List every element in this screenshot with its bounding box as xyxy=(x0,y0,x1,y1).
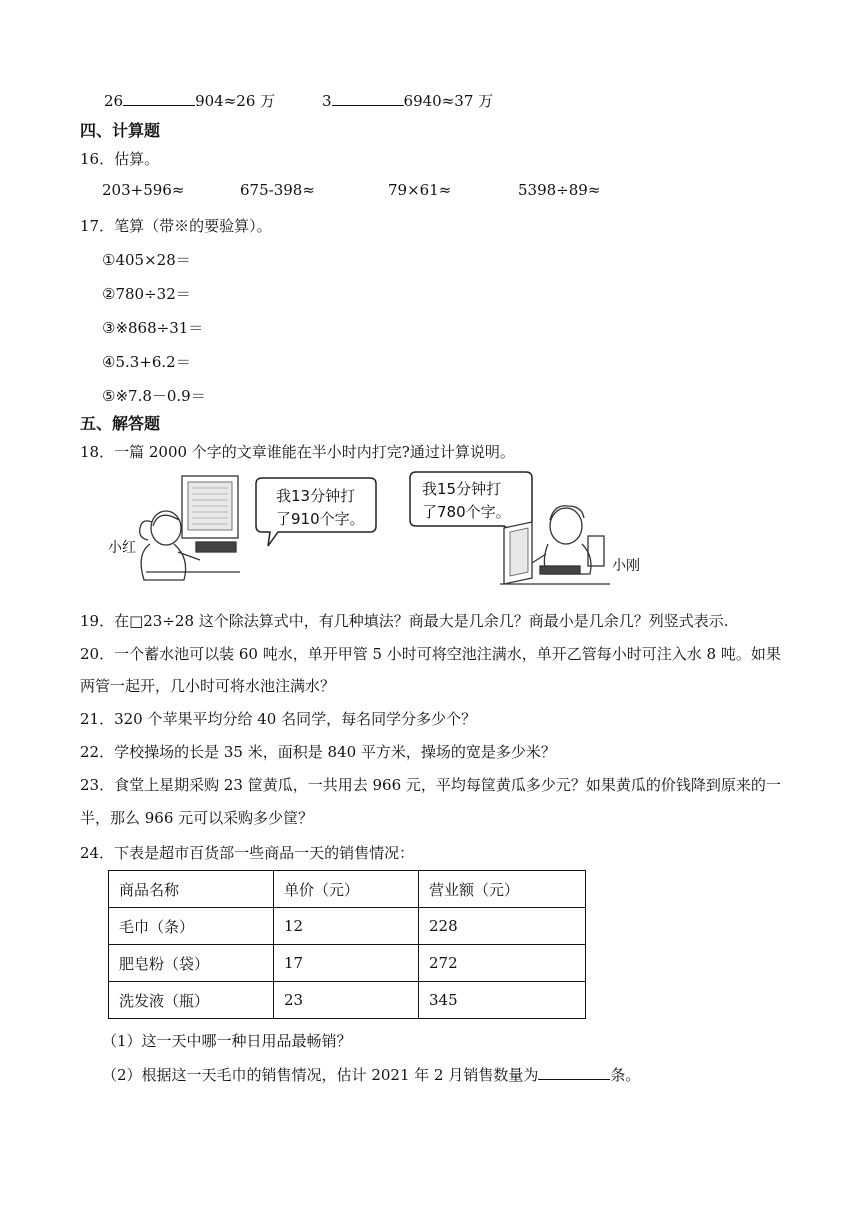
q17-item-5: ⑤※7.8－0.9＝ xyxy=(102,387,206,405)
q24-sub-2-blank[interactable] xyxy=(538,1065,610,1080)
q16-title: 16．估算。 xyxy=(80,150,160,168)
q16-item-4: 5398÷89≈ xyxy=(518,181,601,199)
q21-text: 21．320 个苹果平均分给 40 名同学，每名同学分多少个？ xyxy=(80,710,477,728)
rounding-item-b xyxy=(322,90,493,111)
q18-text: 18．一篇 2000 个字的文章谁能在半小时内打完?通过计算说明。 xyxy=(80,443,515,461)
q17-item-3: ③※868÷31＝ xyxy=(102,319,204,337)
table-header-cell: 单价（元） xyxy=(274,871,419,908)
q24-sub-2-unit: 条。 xyxy=(610,1066,641,1084)
table-cell: 12 xyxy=(274,908,419,945)
table-cell: 272 xyxy=(419,945,586,982)
q17-item-2: ②780÷32＝ xyxy=(102,285,191,303)
table-row xyxy=(109,945,586,982)
q16-item-3: 79×61≈ xyxy=(388,181,452,199)
q19-text: 19．在□23÷28 这个除法算式中，有几种填法？商最大是几余几？商最小是几余几？列竖式表示. xyxy=(80,612,729,630)
rounding-b-blank[interactable] xyxy=(332,91,404,106)
section-4-heading: 四、计算题 xyxy=(80,121,161,140)
bubble-left-line-2: 了910个字。 xyxy=(276,510,365,528)
q24-sub-1: （1）这一天中哪一种日用品最畅销？ xyxy=(102,1032,352,1050)
q17-item-4: ④5.3+6.2＝ xyxy=(102,353,191,371)
table-header-cell: 商品名称 xyxy=(109,871,274,908)
table-row xyxy=(109,982,586,1019)
rounding-a-left: 26 xyxy=(104,92,124,110)
q20-text-line-2: 两管一起开，几小时可将水池注满水？ xyxy=(80,677,336,695)
name-right: 小刚 xyxy=(612,558,640,574)
q20-text-line-1: 20．一个蓄水池可以装 60 吨水，单开甲管 5 小时可将空池注满水，单开乙管每小时可注入水 8 吨。如果 xyxy=(80,645,781,663)
bubble-right-line-1: 我15分钟打 xyxy=(422,480,502,498)
bubble-left-line-1: 我13分钟打 xyxy=(276,487,356,505)
q22-text: 22．学校操场的长是 35 米，面积是 840 平方米，操场的宽是多少米？ xyxy=(80,743,556,761)
typing-illustration xyxy=(100,466,660,590)
table-row xyxy=(109,908,586,945)
table-cell: 肥皂粉（袋） xyxy=(109,945,274,982)
rounding-item-a xyxy=(104,90,275,111)
sales-table xyxy=(108,870,586,1019)
rounding-b-left: 3 xyxy=(322,92,332,110)
table-cell: 228 xyxy=(419,908,586,945)
name-left: 小红 xyxy=(108,540,136,556)
table-cell: 17 xyxy=(274,945,419,982)
table-cell: 毛巾（条） xyxy=(109,908,274,945)
table-header-row xyxy=(109,871,586,908)
table-cell: 23 xyxy=(274,982,419,1019)
q24-sub-2 xyxy=(102,1064,640,1085)
table-cell: 345 xyxy=(419,982,586,1019)
q23-text-line-1: 23．食堂上星期采购 23 筐黄瓜，一共用去 966 元，平均每筐黄瓜多少元？如果黄瓜的价钱降到原来的一 xyxy=(80,776,781,794)
q17-title: 17．笔算（带※的要验算）。 xyxy=(80,217,272,235)
rounding-b-right: 6940≈37 万 xyxy=(403,92,494,110)
q23-text-line-2: 半，那么 966 元可以采购多少筐？ xyxy=(80,809,314,827)
rounding-a-blank[interactable] xyxy=(123,91,195,106)
q24-sub-2-text: （2）根据这一天毛巾的销售情况，估计 2021 年 2 月销售数量为 xyxy=(102,1066,539,1084)
bubble-right-line-2: 了780个字。 xyxy=(422,503,511,521)
right-monitor xyxy=(500,522,610,584)
section-5-heading: 五、解答题 xyxy=(80,414,161,433)
q16-item-2: 675-398≈ xyxy=(240,181,315,199)
q16-item-1: 203+596≈ xyxy=(102,181,185,199)
table-header-cell: 营业额（元） xyxy=(419,871,586,908)
q24-title: 24．下表是超市百货部一些商品一天的销售情况： xyxy=(80,844,415,862)
rounding-a-right: 904≈26 万 xyxy=(195,92,276,110)
q17-item-1: ①405×28＝ xyxy=(102,251,191,269)
table-cell: 洗发液（瓶） xyxy=(109,982,274,1019)
boy-figure xyxy=(524,506,604,574)
